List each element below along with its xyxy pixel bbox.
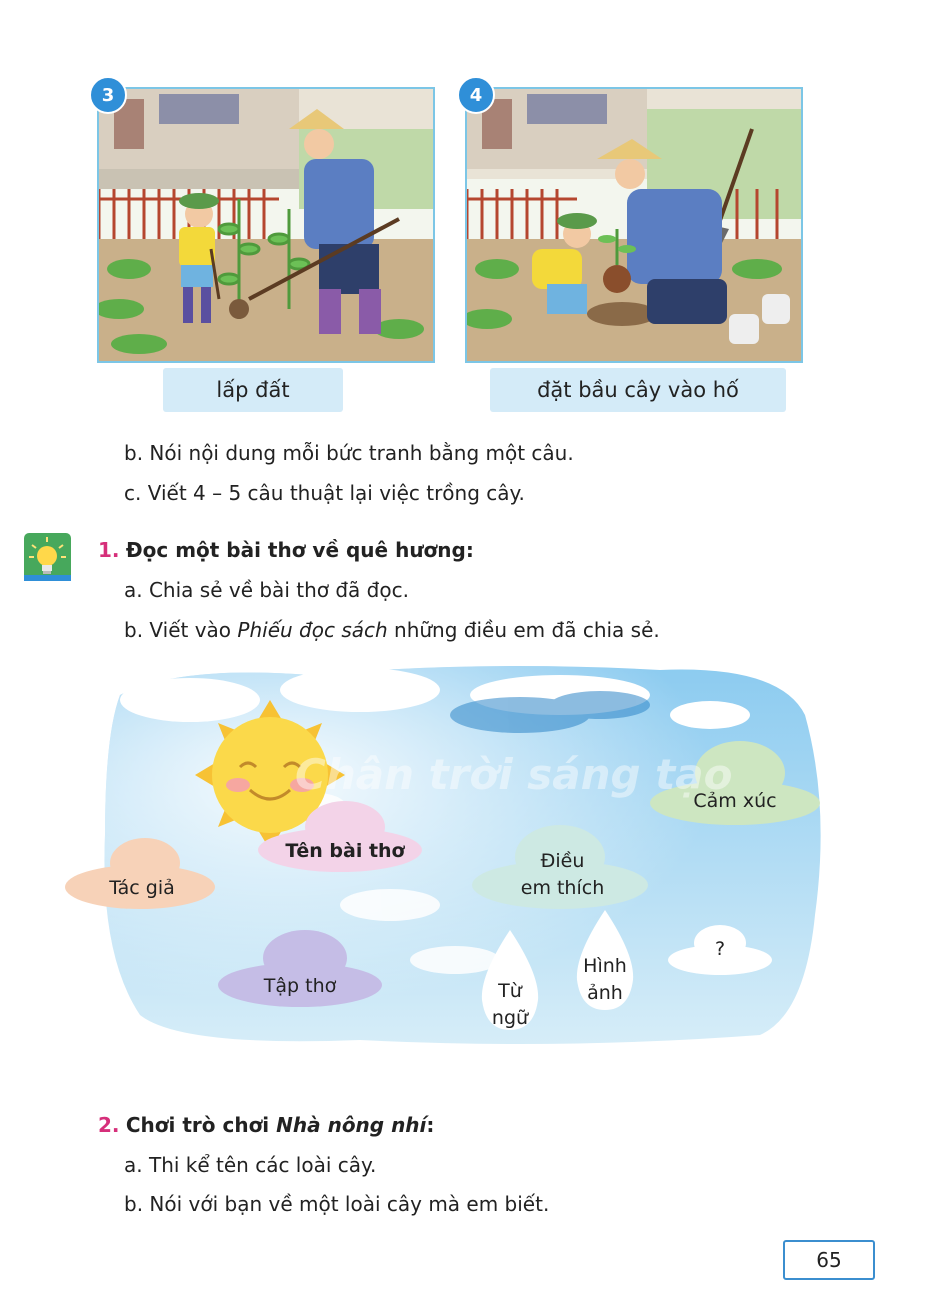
- label-feelings: Cảm xúc: [693, 790, 777, 812]
- section-2-task-b: b. Nói với bạn về một loài cây mà em biết.: [124, 1192, 550, 1216]
- section-1-task-b-suffix: những điều em đã chia sẻ.: [387, 618, 660, 642]
- game-name: Nhà nông nhí: [276, 1113, 427, 1137]
- panel-4-illustration: [465, 87, 803, 363]
- section-2-number: 2.: [98, 1113, 120, 1137]
- section-2-title-suffix: :: [426, 1113, 435, 1137]
- label-image-line-1: Hình: [583, 955, 627, 977]
- task-c: c. Viết 4 – 5 câu thuật lại việc trồng cây.: [124, 481, 525, 505]
- section-1-task-b-prefix: b. Viết vào: [124, 618, 238, 642]
- section-1-number: 1.: [98, 538, 120, 562]
- label-image: [575, 953, 635, 1007]
- label-author: Tác giả: [109, 877, 175, 899]
- label-collection: Tập thơ: [263, 975, 337, 997]
- section-2-task-a: a. Thi kể tên các loài cây.: [124, 1153, 377, 1177]
- sky-background: [60, 655, 830, 1055]
- panel-3-illustration: [97, 87, 435, 363]
- label-words-line-2: ngữ: [491, 1007, 529, 1029]
- planting-soil-illustration: [99, 89, 433, 361]
- section-1-heading: [98, 538, 474, 562]
- panel-3-caption: lấp đất: [163, 368, 343, 412]
- section-2-heading: [98, 1113, 434, 1137]
- lightbulb-icon: [24, 533, 71, 581]
- placing-seedling-illustration: [467, 89, 801, 361]
- label-image-line-2: ảnh: [587, 982, 623, 1004]
- label-poem-title: Tên bài thơ: [285, 840, 405, 862]
- label-question: ?: [714, 938, 726, 960]
- panel-3-badge: 3: [89, 76, 127, 114]
- section-1-task-a: a. Chia sẻ về bài thơ đã đọc.: [124, 578, 409, 602]
- label-words-line-1: Từ: [498, 980, 522, 1002]
- panel-4-caption: đặt bầu cây vào hố: [490, 368, 786, 412]
- label-liked-line-2: em thích: [520, 877, 605, 899]
- task-b: b. Nói nội dung mỗi bức tranh bằng một câu.: [124, 441, 574, 465]
- section-1-task-b: [124, 618, 660, 642]
- section-1-title: Đọc một bài thơ về quê hương:: [125, 538, 474, 562]
- publisher-watermark: Chân trời sáng tạo: [295, 750, 733, 799]
- reading-card-term: Phiếu đọc sách: [237, 618, 388, 642]
- section-2-title-prefix: Chơi trò chơi: [125, 1113, 277, 1137]
- panel-4-badge: 4: [457, 76, 495, 114]
- label-liked-line-1: Điều: [540, 850, 585, 872]
- label-liked: [500, 848, 625, 902]
- page-number: 65: [783, 1240, 875, 1280]
- poem-diagram: [60, 655, 830, 1055]
- label-words: [480, 978, 540, 1032]
